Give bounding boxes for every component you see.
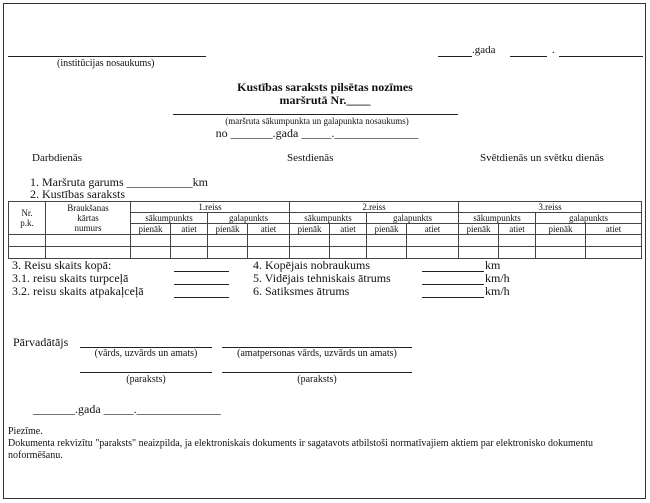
day-type-sundays: Svētdienās un svētku dienās: [480, 152, 604, 164]
date-dot: .: [552, 44, 555, 56]
cell[interactable]: [208, 235, 248, 247]
note-text: Dokumenta rekvizītu "paraksts" neaizpilda, ja elektroniskais dokuments ir sagatavots atbilstoši normatīvajiem aktiem par elektronisko dokumentu noformēšanu.: [8, 438, 593, 461]
gada-label: .gada: [472, 44, 496, 56]
avg-speed-label: 5. Vidējais tehniskais ātrums: [253, 271, 391, 285]
cell[interactable]: [459, 235, 499, 247]
cell[interactable]: [290, 247, 330, 259]
sub-arrive: pienāk: [131, 224, 171, 235]
cell[interactable]: [131, 247, 171, 259]
note-title: Piezīme.: [8, 426, 43, 437]
trip-3-start: sākumpunkts: [459, 213, 536, 224]
trips-total-line: [174, 271, 229, 272]
cell[interactable]: [499, 235, 536, 247]
traffic-speed-label: 6. Satiksmes ātrums: [253, 284, 350, 298]
sub-depart: atiet: [248, 224, 290, 235]
sub-arrive: pienāk: [536, 224, 586, 235]
institution-line: [8, 56, 206, 57]
sub-depart: atiet: [586, 224, 642, 235]
trip-2-header: 2.reiss: [290, 202, 459, 213]
cell[interactable]: [499, 247, 536, 259]
total-mileage-line: [422, 271, 484, 272]
trips-return-line: [174, 297, 229, 298]
col-nr-line1: Nr.: [21, 208, 33, 218]
traffic-speed-unit: km/h: [485, 284, 510, 298]
trip-3-header: 3.reiss: [459, 202, 642, 213]
month-line: [559, 56, 643, 57]
col-order-header: [46, 202, 131, 235]
sub-arrive: pienāk: [367, 224, 407, 235]
sub-depart: atiet: [171, 224, 208, 235]
sub-arrive: pienāk: [290, 224, 330, 235]
cell[interactable]: [9, 247, 46, 259]
official-name-caption: (amatpersonas vārds, uzvārds un amats): [237, 348, 397, 359]
table-row: [9, 247, 642, 259]
institution-caption: (institūcijas nosaukums): [57, 58, 155, 69]
official-signature-caption: (paraksts): [297, 374, 337, 385]
cell[interactable]: [208, 247, 248, 259]
cell[interactable]: [46, 247, 131, 259]
day-type-weekdays: Darbdienās: [32, 152, 83, 164]
carrier-signature-caption: (paraksts): [126, 374, 166, 385]
cell[interactable]: [46, 235, 131, 247]
cell[interactable]: [536, 235, 586, 247]
schedule-table: [8, 201, 642, 259]
sub-arrive: pienāk: [459, 224, 499, 235]
trip-2-start: sākumpunkts: [290, 213, 367, 224]
cell[interactable]: [248, 247, 290, 259]
doc-title-line1: Kustības saraksts pilsētas nozīmes: [237, 80, 413, 94]
valid-from: no _______.gada _____.______________: [215, 126, 419, 140]
col-order-line3: numurs: [74, 223, 102, 233]
sub-arrive: pienāk: [208, 224, 248, 235]
trip-1-end: galapunkts: [208, 213, 290, 224]
cell[interactable]: [171, 235, 208, 247]
cell[interactable]: [330, 247, 367, 259]
cell[interactable]: [407, 235, 459, 247]
official-signature-line: [222, 372, 412, 373]
sub-depart: atiet: [407, 224, 459, 235]
avg-speed-unit: km/h: [485, 271, 510, 285]
trip-2-end: galapunkts: [367, 213, 459, 224]
avg-speed-line: [422, 284, 484, 285]
cell[interactable]: [407, 247, 459, 259]
day-line: [510, 56, 547, 57]
col-order-line1: Braukšanas: [67, 203, 109, 213]
cell[interactable]: [9, 235, 46, 247]
bottom-date: _______.gada _____.______________: [33, 402, 221, 416]
cell[interactable]: [367, 247, 407, 259]
col-order-line2: kārtas: [77, 213, 99, 223]
carrier-label: Pārvadātājs: [13, 335, 69, 349]
sub-depart: atiet: [499, 224, 536, 235]
carrier-signature-line: [80, 372, 212, 373]
trips-total-label: 3. Reisu skaits kopā:: [12, 258, 112, 272]
table-row: [9, 235, 642, 247]
cell[interactable]: [330, 235, 367, 247]
doc-title-line2: maršrutā Nr.____: [279, 93, 371, 107]
cell[interactable]: [367, 235, 407, 247]
route-length: 1. Maršruta garums ___________km: [30, 175, 208, 189]
total-mileage-label: 4. Kopējais nobraukums: [253, 258, 370, 272]
cell[interactable]: [290, 235, 330, 247]
total-mileage-unit: km: [485, 258, 501, 272]
trips-return-label: 3.2. reisu skaits atpakaļceļā: [12, 284, 144, 298]
trip-1-header: 1.reiss: [131, 202, 290, 213]
col-nr-line2: p.k.: [20, 218, 34, 228]
sub-depart: atiet: [330, 224, 367, 235]
route-line: [173, 114, 458, 115]
cell[interactable]: [586, 235, 642, 247]
trips-forward-label: 3.1. reisu skaits turpceļā: [12, 271, 129, 285]
trip-1-start: sākumpunkts: [131, 213, 208, 224]
schedule-label: 2. Kustības saraksts: [30, 187, 125, 201]
col-nr-header: [9, 202, 46, 235]
trips-forward-line: [174, 284, 229, 285]
cell[interactable]: [586, 247, 642, 259]
cell[interactable]: [248, 235, 290, 247]
carrier-name-caption: (vārds, uzvārds un amats): [94, 348, 198, 359]
trip-3-end: galapunkts: [536, 213, 642, 224]
day-type-saturdays: Sestdienās: [287, 152, 334, 164]
route-caption: (maršruta sākumpunkta un galapunkta nosaukums): [225, 116, 409, 126]
traffic-speed-line: [422, 297, 484, 298]
cell[interactable]: [459, 247, 499, 259]
year-line: [438, 56, 472, 57]
cell[interactable]: [536, 247, 586, 259]
cell[interactable]: [171, 247, 208, 259]
cell[interactable]: [131, 235, 171, 247]
